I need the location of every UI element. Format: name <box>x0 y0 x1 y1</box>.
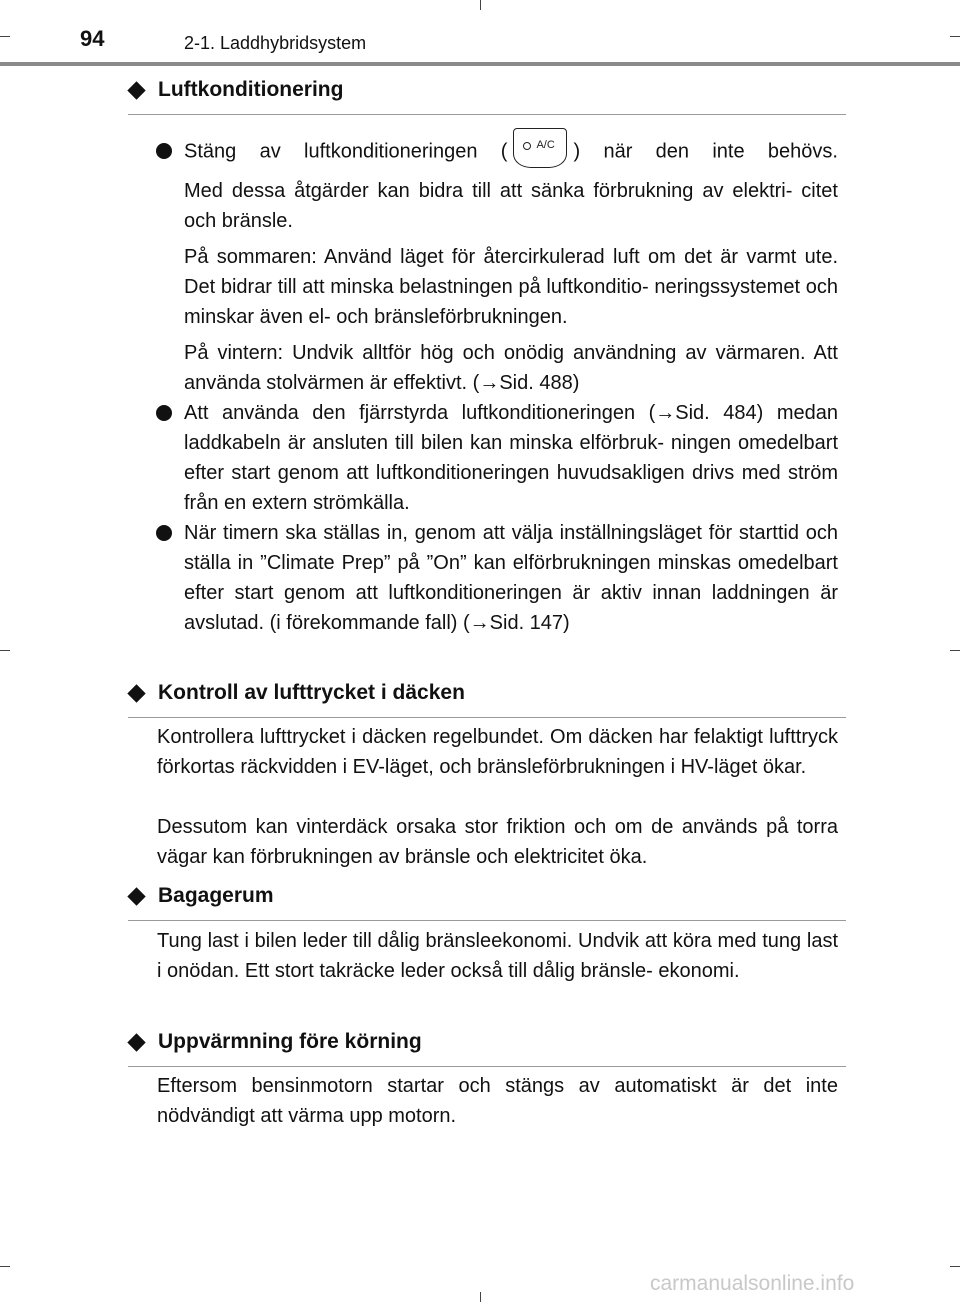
ac-indicator-icon <box>523 142 531 150</box>
section-title: Kontroll av lufttrycket i däcken <box>158 681 465 704</box>
chapter-title: 2-1. Laddhybridsystem <box>184 33 367 53</box>
diamond-icon <box>127 81 145 99</box>
crop-mark-top-left <box>0 36 10 37</box>
section-title: Bagagerum <box>158 884 274 907</box>
section-title: Uppvärmning före körning <box>158 1030 422 1053</box>
page-number: 94 <box>80 26 105 51</box>
crop-mark-bottom-right <box>950 1266 960 1267</box>
paragraph-luggage: Tung last i bilen leder till dålig bränsleekonomi. Undvik att köra med tung last i onödan. Ett stort takräcke leder också till dålig bränsle- ekonomi. <box>157 930 838 982</box>
crop-mark-top-right <box>950 36 960 37</box>
crop-mark-mid-left <box>0 650 10 651</box>
bullet-text-after: ) när den inte behövs. <box>573 140 838 163</box>
crop-mark-top-center <box>480 0 481 10</box>
bullet-climate-prep: När timern ska ställas in, genom att välja inställningsläget för starttid och ställa in ”Climate Prep” på ”On” kan elförbrukningen minskas omedelbart efter start genom att luftkonditioneringen är aktiv innan laddningen är avslutad. (i förekommande fall) (→Sid. 147) <box>184 522 838 634</box>
crop-mark-mid-right <box>950 650 960 651</box>
ac-button-label: A/C <box>536 139 555 151</box>
crop-mark-bottom-left <box>0 1266 10 1267</box>
paragraph-warmup: Eftersom bensinmotorn startar och stängs av automatiskt är det inte nödvändigt att värma upp motorn. <box>157 1075 838 1127</box>
paragraph-summer: På sommaren: Använd läget för återcirkulerad luft om det är varmt ute. Det bidrar till att minska belastningen på luftkonditio- neringssystemet och minskar även el- och bränsleförbrukningen. <box>184 246 838 328</box>
crop-mark-bottom-center <box>480 1292 481 1302</box>
diamond-icon <box>127 887 145 905</box>
bullet-text-before: Stäng av luftkonditioneringen ( <box>184 140 508 163</box>
paragraph-winter-tires: Dessutom kan vinterdäck orsaka stor friktion och om de används på torra vägar kan förbrukningen av bränsle och elektricitet öka. <box>157 816 838 868</box>
ac-button-icon <box>513 128 567 168</box>
paragraph-tire-pressure: Kontrollera lufttrycket i däcken regelbundet. Om däcken har felaktigt lufttryck förkortas räckvidden i EV-läget, och bränsleförbrukningen i HV-läget ökar. <box>157 726 838 778</box>
paragraph-winter: På vintern: Undvik alltför hög och onödig användning av värmaren. Att använda stolvärmen är effektivt. (→Sid. 488) <box>184 342 838 394</box>
header-rule <box>0 62 960 66</box>
section-rule <box>128 114 846 115</box>
diamond-icon <box>127 684 145 702</box>
bullet-icon <box>156 525 172 541</box>
diamond-icon <box>127 1033 145 1051</box>
bullet-ac-off <box>184 136 838 168</box>
bullet-remote-ac: Att använda den fjärrstyrda luftkonditioneringen (→Sid. 484) medan laddkabeln är ansluten till bilen kan minska elförbruk- ningen omedelbart efter start genom att luftkonditioneringen huvudsakligen drivs med ström från en extern strömkälla. <box>184 402 838 514</box>
paragraph-energy-saving: Med dessa åtgärder kan bidra till att sänka förbrukning av elektri- citet och bränsle. <box>184 180 838 232</box>
section-rule <box>128 920 846 921</box>
bullet-icon <box>156 405 172 421</box>
section-rule <box>128 1066 846 1067</box>
bullet-icon <box>156 143 172 159</box>
section-rule <box>128 717 846 718</box>
section-title: Luftkonditionering <box>158 78 344 101</box>
watermark: carmanualsonline.info <box>650 1272 855 1295</box>
